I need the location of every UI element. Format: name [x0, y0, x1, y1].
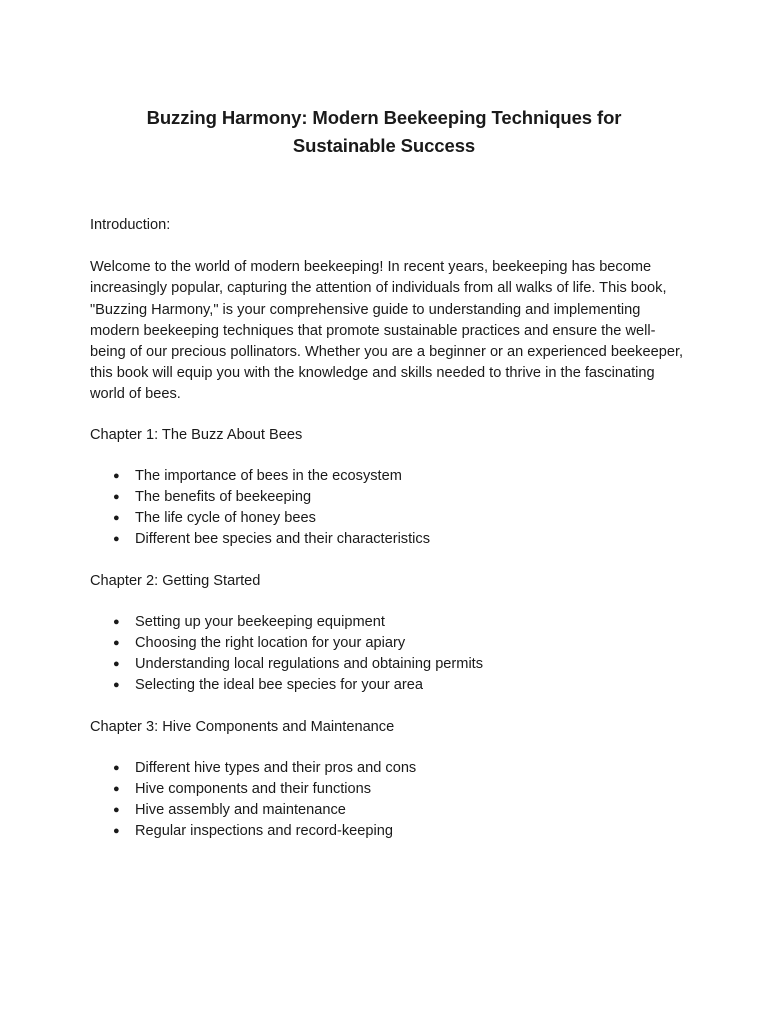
- bullet-icon: ●: [113, 637, 120, 650]
- bullet-icon: ●: [113, 783, 120, 796]
- list-item: [90, 529, 690, 550]
- list-item: [90, 675, 690, 696]
- list-item-text: Setting up your beekeeping equipment: [135, 613, 385, 630]
- bullet-icon: ●: [113, 804, 120, 817]
- bullet-icon: ●: [113, 658, 120, 671]
- chapter-2-list: [90, 612, 690, 697]
- bullet-icon: ●: [113, 825, 120, 838]
- list-item-text: Understanding local regulations and obtaining permits: [135, 656, 484, 673]
- chapter-1-list: [90, 466, 690, 551]
- list-item: [90, 821, 690, 842]
- list-item-text: Hive components and their functions: [135, 781, 372, 798]
- list-item-text: Choosing the right location for your apiary: [135, 635, 406, 652]
- bullet-icon: ●: [113, 469, 120, 482]
- list-item: [90, 758, 690, 779]
- chapter-2-section: [90, 571, 690, 697]
- chapter-heading: Chapter 2: Getting Started: [90, 572, 261, 589]
- list-item: [90, 800, 690, 821]
- bullet-icon: ●: [113, 761, 120, 774]
- list-item: [90, 654, 690, 675]
- chapter-3-list: [90, 758, 690, 843]
- document-title: [90, 104, 678, 160]
- chapter-3-section: [90, 717, 690, 843]
- list-item-text: The life cycle of honey bees: [135, 510, 316, 527]
- bullet-icon: ●: [113, 512, 120, 525]
- chapter-heading: Chapter 1: The Buzz About Bees: [90, 426, 303, 443]
- bullet-icon: ●: [113, 679, 120, 692]
- list-item-text: Regular inspections and record-keeping: [135, 823, 393, 840]
- list-item-text: Different bee species and their characteristics: [135, 531, 430, 548]
- document-title-line-1: Buzzing Harmony: Modern Beekeeping Techniques for: [146, 107, 622, 129]
- document-body: [90, 215, 690, 863]
- list-item: [90, 612, 690, 633]
- list-item: [90, 466, 690, 487]
- list-item: [90, 633, 690, 654]
- document-title-line-2: Sustainable Success: [292, 135, 476, 157]
- introduction-paragraph: Welcome to the world of modern beekeeping! In recent years, beekeeping has become increasingly popular, capturing the attention of individuals from all walks of life. This book, "Buzzing Harmony," is your comprehensive guide to understanding and implementing modern beekeeping techniques that promote sustainable practices and ensure the well-being of our precious pollinators. Whether you are a beginner or an experienced beekeeper, this book will equip you with the knowledge and skills needed to thrive in the fascinating world of bees.: [90, 259, 684, 403]
- list-item: [90, 779, 690, 800]
- list-item-text: Selecting the ideal bee species for your area: [135, 677, 423, 694]
- introduction-label: Introduction:: [90, 217, 171, 233]
- chapter-1-section: [90, 425, 690, 551]
- list-item: [90, 508, 690, 529]
- bullet-icon: ●: [113, 615, 120, 628]
- list-item-text: Hive assembly and maintenance: [135, 802, 346, 819]
- list-item-text: The importance of bees in the ecosystem: [135, 467, 402, 484]
- chapter-heading: Chapter 3: Hive Components and Maintenance: [90, 718, 395, 735]
- list-item-text: Different hive types and their pros and cons: [135, 759, 417, 776]
- bullet-icon: ●: [113, 533, 120, 546]
- list-item-text: The benefits of beekeeping: [135, 489, 312, 506]
- bullet-icon: ●: [113, 491, 120, 504]
- list-item: [90, 487, 690, 508]
